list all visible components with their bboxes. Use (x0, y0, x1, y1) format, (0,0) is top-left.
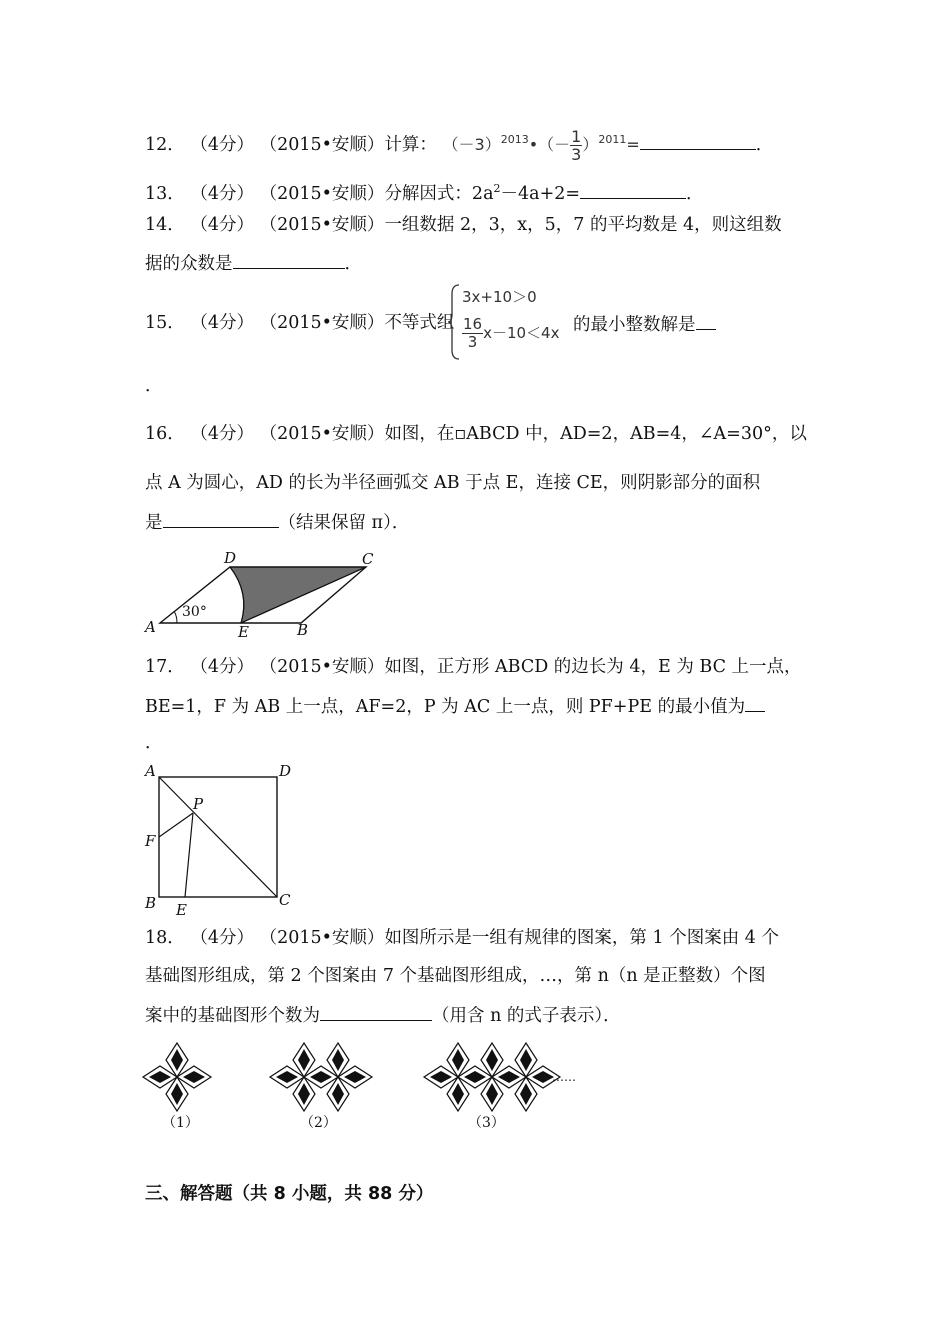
q12-dot: • (528, 135, 539, 154)
q15-points: （4分） (190, 313, 254, 333)
q17-source: （2015•安顺） (259, 657, 385, 677)
q16-label-c: C (362, 550, 374, 568)
brace-icon (448, 284, 460, 360)
q15-ineq2-wrap (462, 316, 559, 351)
q18-line2: 基础图形组成，第 2 个图案由 7 个基础图形组成，…，第 n（n 是正整数）个图 (145, 966, 766, 986)
q16-line2: 点 A 为圆心，AD 的长为半径画弧交 AB 于点 E，连接 CE，则阴影部分的面积 (145, 473, 761, 493)
q15-inequality-system (448, 282, 578, 362)
q16-label-e: E (238, 623, 249, 640)
q17-segment-pf (159, 813, 193, 837)
q15-number: 15． (145, 313, 185, 333)
q16-label-a: A (145, 618, 156, 636)
q17-text: 如图，正方形 ABCD 的边长为 4，E 为 BC 上一点， (384, 657, 802, 677)
question-16 (145, 422, 807, 446)
q14-period: ． (344, 254, 362, 274)
q12-base1: （－3） (442, 135, 501, 154)
q16-angle-label: 30° (182, 604, 207, 620)
q18-line3b: （用含 n 的式子表示）． (432, 1006, 621, 1026)
q14-number: 14． (145, 215, 185, 235)
q15-answer-blank[interactable] (696, 311, 716, 330)
q13-points: （4分） (190, 184, 254, 204)
q18-answer-blank[interactable] (320, 1002, 432, 1021)
question-14-line2 (145, 250, 362, 276)
q15-ineq2: x－10＜4x (483, 324, 560, 342)
q15-text2: 的最小整数解是 (573, 315, 696, 335)
q14-source: （2015•安顺） (259, 215, 385, 235)
q17-label-c: C (279, 891, 291, 909)
q18-text: 如图所示是一组有规律的图案，第 1 个图案由 4 个 (384, 928, 779, 948)
question-13 (145, 177, 704, 206)
q13-period: ． (686, 184, 704, 204)
q13-text: 分解因式：2a (384, 184, 494, 204)
q12-base2-close: ） (582, 135, 599, 154)
q18-number: 18． (145, 928, 185, 948)
q12-frac-num: 1 (571, 127, 582, 146)
q17-label-d: D (279, 762, 292, 780)
question-17 (145, 655, 802, 679)
q16-line3a: 是 (145, 513, 163, 533)
q18-label-2: （2） (300, 1115, 337, 1131)
q15-text: 不等式组 (384, 313, 455, 333)
q16-number: 16． (145, 424, 185, 444)
q17-diagonal-ac (159, 777, 277, 897)
question-18 (145, 926, 779, 950)
q17-segment-pe (185, 813, 193, 897)
q17-square-figure (140, 760, 300, 920)
question-17-line2 (145, 693, 765, 719)
q18-label-1: （1） (162, 1115, 199, 1131)
question-18-line3 (145, 1002, 621, 1028)
q18-pattern-1 (143, 1043, 211, 1111)
q17-answer-blank[interactable] (745, 693, 765, 712)
q13-source: （2015•安顺） (259, 184, 385, 204)
q12-points: （4分） (190, 135, 254, 155)
q17-period: ． (145, 733, 163, 753)
q13-text2: －4a+2= (500, 184, 581, 204)
q15-ineq1: 3x+10＞0 (462, 288, 537, 306)
q14-text: 一组数据 2，3，x，5，7 的平均数是 4，则这组数 (384, 215, 782, 235)
q17-number: 17． (145, 657, 185, 677)
q18-label-3: （3） (468, 1115, 505, 1131)
q14-line2-text: 据的众数是 (145, 254, 233, 274)
question-16-line3 (145, 509, 409, 535)
q15-frac-num: 16 (463, 315, 483, 333)
section-3-heading: 三、解答题（共 8 小题，共 88 分） (145, 1184, 434, 1204)
q16-points: （4分） (190, 424, 254, 444)
q17-points: （4分） (190, 657, 254, 677)
q16-angle-mark (174, 611, 177, 623)
q16-source: （2015•安顺） (259, 424, 385, 444)
q12-expression (442, 127, 640, 164)
q18-pattern-3 (424, 1043, 560, 1111)
q16-label-d: D (224, 549, 237, 567)
q12-fraction (570, 128, 582, 163)
q16-text: 如图，在▫ABCD 中，AD=2，AB=4，∠A=30°，以 (384, 424, 807, 444)
q15-fraction (462, 316, 483, 351)
q18-ellipsis: …… (552, 1070, 576, 1084)
q13-number: 13． (145, 184, 185, 204)
q17-label-b: B (145, 894, 157, 912)
q15-period: ． (145, 376, 163, 396)
q13-exponent: 2 (493, 182, 501, 195)
q12-equals: = (626, 135, 640, 154)
q17-label-p: P (193, 795, 204, 813)
q12-source: （2015•安顺） (259, 135, 385, 155)
q18-pattern-figure (140, 1040, 590, 1140)
q12-answer-blank[interactable] (640, 131, 756, 150)
q15-source: （2015•安顺） (259, 313, 385, 333)
q14-points: （4分） (190, 215, 254, 235)
q12-text: 计算： (384, 135, 437, 155)
q12-frac-den: 3 (571, 145, 582, 164)
question-15 (145, 311, 454, 335)
q12-number: 12． (145, 135, 185, 155)
q17-label-e: E (176, 901, 187, 919)
q14-answer-blank[interactable] (233, 250, 345, 269)
q13-answer-blank[interactable] (580, 180, 686, 199)
q12-base2-open: （－ (538, 135, 571, 154)
question-12 (145, 128, 773, 163)
q18-source: （2015•安顺） (259, 928, 385, 948)
q18-line3a: 案中的基础图形个数为 (145, 1006, 320, 1026)
q15-frac-den: 3 (467, 333, 478, 351)
q18-points: （4分） (190, 928, 254, 948)
q17-label-a: A (145, 762, 156, 780)
q12-exp1: 2013 (500, 133, 529, 146)
q17-line2-text: BE=1，F 为 AB 上一点，AF=2，P 为 AC 上一点，则 PF+PE 的最小值为 (145, 697, 746, 717)
q12-exp2: 2011 (598, 133, 627, 146)
q16-label-b: B (297, 621, 309, 639)
q16-line3b: （结果保留 π）． (278, 513, 410, 533)
q16-parallelogram-figure (140, 548, 390, 640)
q12-period: ． (755, 135, 774, 155)
question-14 (145, 213, 782, 237)
q17-label-f: F (145, 832, 156, 850)
question-15-tail (573, 311, 716, 337)
q18-pattern-2 (270, 1043, 372, 1111)
q16-shaded-region (230, 567, 366, 623)
q16-answer-blank[interactable] (163, 509, 279, 528)
